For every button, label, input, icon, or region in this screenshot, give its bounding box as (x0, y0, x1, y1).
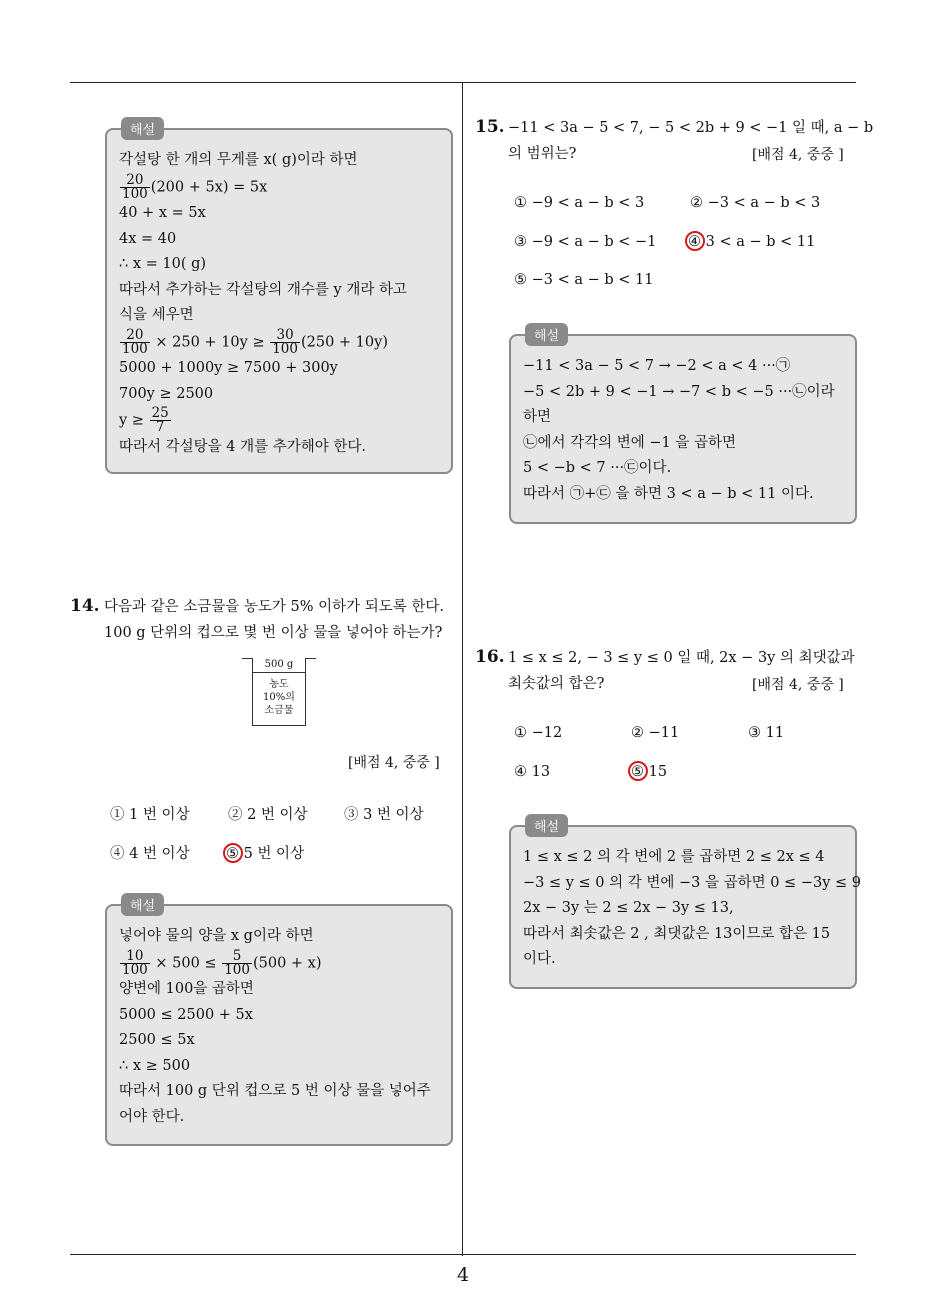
solution-tag: 해설 (121, 893, 164, 916)
solution-tag: 해설 (525, 814, 568, 837)
solution-line: 이다. (523, 951, 556, 967)
solution-box-13 (105, 123, 453, 474)
solution-line: 따라서 100 g 단위 컵으로 5 번 이상 물을 넣어주 (119, 1083, 431, 1099)
question-number-14: 14. (70, 596, 100, 616)
solution-line: −5 < 2b + 9 < −1 → −7 < b < −5 ···㉡이라 (523, 383, 835, 400)
column-divider (462, 82, 463, 1256)
solution-line: 따라서 추가하는 각설탕의 개수를 y 개라 하고 (119, 281, 407, 298)
question-number-16: 16. (475, 647, 505, 667)
solution-line: 따라서 ㉠+㉢ 을 하면 3 < a − b < 11 이다. (523, 485, 814, 502)
solution-fraction-line: $\frac{20}{100}$ (200 + 5x) = 5x (122, 171, 268, 202)
solution-line: 따라서 최솟값은 2 , 최댓값은 13이므로 합은 15 (523, 925, 831, 942)
question-text-16: 1 ≤ x ≤ 2, − 3 ≤ y ≤ 0 일 때, 2x − 3y 의 최댓값과 최솟값의 합은? (508, 650, 855, 692)
beaker-label: 농도 10%의 소금물 (263, 679, 295, 716)
choice-15-2[interactable]: ② −3 < a − b < 3 (690, 195, 821, 211)
fraction: $\frac{20}{100}$ (122, 171, 148, 202)
solution-line: 하면 (523, 409, 552, 425)
answer-circle (223, 843, 243, 863)
solution-fraction-line: $\frac{10}{100}$ × 500 ≤ $\frac{5}{100}$ (500 + x) (122, 947, 322, 978)
solution-line: −3 ≤ y ≤ 0 의 각 변에 −3 을 곱하면 0 ≤ −3y ≤ 9 (523, 874, 861, 891)
score-meta-14: [배점 4, 중중 ] (348, 755, 440, 771)
choice-16-5[interactable]: ⑤ 15 (631, 764, 667, 780)
solution-line: 2x − 3y 는 2 ≤ 2x − 3y ≤ 13, (523, 900, 734, 916)
solution-line: 각설탕 한 개의 무게를 x( g)이라 하면 (119, 152, 358, 168)
solution-line: 5 < −b < 7 ···㉢이다. (523, 460, 672, 476)
choice-16-1[interactable]: ① −12 (514, 725, 563, 741)
choice-14-5[interactable]: ⑤ 5 번 이상 (226, 842, 304, 863)
beaker-figure (242, 658, 316, 728)
question-number-15: 15. (475, 117, 505, 137)
solution-line: 2500 ≤ 5x (119, 1032, 195, 1048)
choice-14-3[interactable]: ③ 3 번 이상 (344, 807, 424, 823)
solution-line: 40 + x = 5x (119, 205, 206, 221)
answer-circle (685, 231, 705, 251)
choice-16-3[interactable]: ③ 11 (748, 725, 785, 741)
choice-15-3[interactable]: ③ −9 < a − b < −1 (514, 234, 657, 250)
score-meta-15: [배점 4, 중중 ] (752, 147, 844, 163)
solution-line: 따라서 각설탕을 4 개를 추가해야 한다. (119, 438, 366, 455)
solution-line: 어야 한다. (119, 1108, 185, 1125)
fraction: $\frac{30}{100}$ (272, 326, 298, 357)
fraction: $\frac{25}{7}$ (151, 405, 169, 435)
solution-line: 700y ≥ 2500 (119, 385, 214, 402)
top-rule (70, 82, 856, 83)
choice-15-5[interactable]: ⑤ −3 < a − b < 11 (514, 272, 654, 288)
solution-line: 5000 + 1000y ≥ 7500 + 300y (119, 360, 338, 376)
choice-14-4[interactable]: ④ 4 번 이상 (110, 846, 190, 862)
choice-16-2[interactable]: ② −11 (631, 725, 680, 741)
solution-tag: 해설 (525, 323, 568, 346)
beaker-caption: 500 g (264, 659, 294, 670)
fraction: $\frac{10}{100}$ (122, 947, 148, 978)
solution-line: ㉡에서 각각의 변에 −1 을 곱하면 (523, 434, 736, 451)
solution-line: 넣어야 물의 양을 x g이라 하면 (119, 928, 314, 944)
solution-line: 식을 세우면 (119, 307, 194, 323)
solution-line: ∴ x = 10( g) (119, 256, 207, 272)
solution-line: 양변에 100을 곱하면 (119, 981, 254, 997)
solution-fraction-line: $\frac{20}{100}$ × 250 + 10y ≥ $\frac{30}{100}$ (250 + 10y) (122, 326, 388, 357)
choice-16-4[interactable]: ④ 13 (514, 764, 551, 780)
question-text-14: 다음과 같은 소금물을 농도가 5% 이하가 되도록 한다. 100 g 단위의 컵으로 몇 번 이상 물을 넣어야 하는가? (104, 599, 445, 641)
choice-15-1[interactable]: ① −9 < a − b < 3 (514, 195, 645, 211)
bottom-rule (70, 1254, 856, 1255)
choice-15-4[interactable]: ④ 3 < a − b < 11 (688, 234, 815, 250)
score-meta-16: [배점 4, 중중 ] (752, 677, 844, 693)
choice-14-1[interactable]: ① 1 번 이상 (110, 807, 190, 823)
fraction: $\frac{20}{100}$ (122, 326, 148, 357)
choice-14-2[interactable]: ② 2 번 이상 (228, 807, 308, 823)
page-number: 4 (456, 1264, 470, 1286)
solution-line: ∴ x ≥ 500 (119, 1057, 191, 1074)
solution-line: −11 < 3a − 5 < 7 → −2 < a < 4 ···㉠ (523, 358, 791, 374)
solution-box-16 (509, 820, 861, 989)
solution-line: 4x = 40 (119, 230, 177, 247)
question-text-15: −11 < 3a − 5 < 7, − 5 < 2b + 9 < −1 일 때, a − b 의 범위는? (508, 120, 874, 162)
solution-box-15 (509, 329, 857, 524)
solution-line: 1 ≤ x ≤ 2 의 각 변에 2 를 곱하면 2 ≤ 2x ≤ 4 (523, 849, 825, 865)
fraction: $\frac{5}{100}$ (224, 947, 250, 978)
answer-circle (628, 761, 648, 781)
solution-fraction-line: y ≥ $\frac{25}{7}$ (119, 405, 169, 435)
solution-box-14 (105, 899, 453, 1146)
solution-line: 5000 ≤ 2500 + 5x (119, 1006, 253, 1023)
solution-tag: 해설 (121, 117, 164, 140)
